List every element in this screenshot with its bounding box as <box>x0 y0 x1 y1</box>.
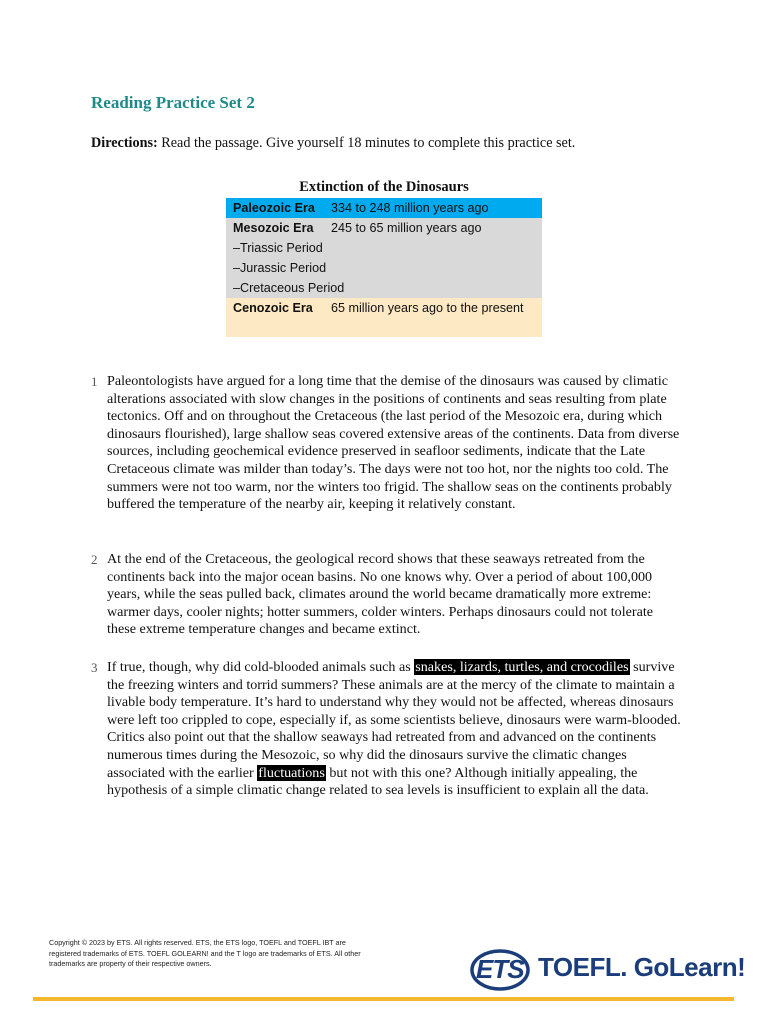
era-range: 334 to 248 million years ago <box>331 201 489 215</box>
paragraph-text-part: but not with this one? Although initially appealing, the hypothesis of a simple climatic change related to sea levels is insufficient to explain all the data. <box>107 764 649 799</box>
paragraph-number: 1 <box>91 374 98 389</box>
paragraph-text <box>107 659 681 800</box>
directions-text: Read the passage. Give yourself 18 minutes to complete this practice set. <box>157 135 576 151</box>
period-name: –Cretaceous Period <box>233 281 345 295</box>
era-name: Mesozoic Era <box>233 221 314 235</box>
era-row-jurassic <box>226 258 542 278</box>
era-row-mesozoic <box>226 218 542 238</box>
ets-logo-text: ETS <box>476 954 524 984</box>
paragraph-3 <box>91 659 681 800</box>
era-table <box>226 198 542 337</box>
page-title: Reading Practice Set 2 <box>91 93 255 112</box>
period-name: –Jurassic Period <box>233 261 327 275</box>
era-row-cretaceous <box>226 278 542 298</box>
era-row-triassic <box>226 238 542 258</box>
paragraph-text: At the end of the Cretaceous, the geological record shows that these seaways retreated from the continents back into the major ocean basins. No one knows why. Over a period of about 100,000 years, while the seas pulled back, climates around the world became dramatically more extreme: warmer days, cooler nights; hotter summers, colder winters. Perhaps dinosaurs could not tolerate these extreme temperature changes and became extinct. <box>107 551 653 638</box>
era-name: Cenozoic Era <box>233 301 313 315</box>
highlighted-phrase: snakes, lizards, turtles, and crocodiles <box>415 659 629 675</box>
paragraph-number: 2 <box>91 552 98 567</box>
ets-toefl-golearn-logo <box>470 946 746 996</box>
era-row-cenozoic <box>226 298 542 337</box>
toefl-golearn-wordmark: TOEFL. GoLearn! <box>538 952 746 982</box>
paragraph-text-part: If true, though, why did cold-blooded animals such as <box>107 659 415 675</box>
paragraph-1 <box>91 373 681 514</box>
highlighted-word: fluctuations <box>258 764 325 781</box>
paragraph-text: Paleontologists have argued for a long time that the demise of the dinosaurs was caused by climatic alterations associated with slow changes in the positions of continents and seas resulting from plate tectonics. Off and on throughout the Cretaceous (the last period of the Mesozoic era, during which dinosaurs flourished), large shallow seas covered extensive areas of the continents. Data from diverse sources, including geochemical evidence preserved in seafloor sediments, indicate that the Late Cretaceous climate was milder than today’s. The days were not too hot, nor the nights too cold. The summers were not too warm, nor the winters too frigid. The shallow seas on the continents probably buffered the temperature of the nearby air, keeping it relatively constant. <box>107 373 680 513</box>
paragraph-text-part: survive the freezing winters and torrid summers? These animals are at the mercy of the climate to maintain a livable body temperature. It’s hard to understand why they would not be affected, whereas dinosaurs were left too crippled to cope, especially if, as some scientists believe, dinosaurs were warm-blooded. Critics also point out that the shallow seaways had retreated from and advanced on the continents numerous times during the Mesozoic, so why did the dinosaurs survive the climatic changes associated with the earlier <box>107 659 681 781</box>
paragraph-2 <box>91 551 681 639</box>
table-title: Extinction of the Dinosaurs <box>299 179 469 195</box>
period-name: –Triassic Period <box>233 241 323 255</box>
era-name: Paleozoic Era <box>233 201 315 215</box>
era-range: 65 million years ago to the present <box>331 301 524 315</box>
ets-logo-mark <box>470 948 532 990</box>
directions-label: Directions: <box>91 135 158 151</box>
directions <box>91 135 575 152</box>
era-range: 245 to 65 million years ago <box>331 221 482 235</box>
era-row-paleozoic <box>226 198 542 218</box>
copyright-notice: Copyright © 2023 by ETS. All rights reserved. ETS, the ETS logo, TOEFL and TOEFL IBT are registered trademarks of ETS. TOEFL GOLEARN! and the T logo are trademarks of ETS. All other trademarks are property of their respective owners. <box>49 938 361 968</box>
paragraph-number: 3 <box>91 660 98 675</box>
footer-bar <box>33 997 734 1001</box>
